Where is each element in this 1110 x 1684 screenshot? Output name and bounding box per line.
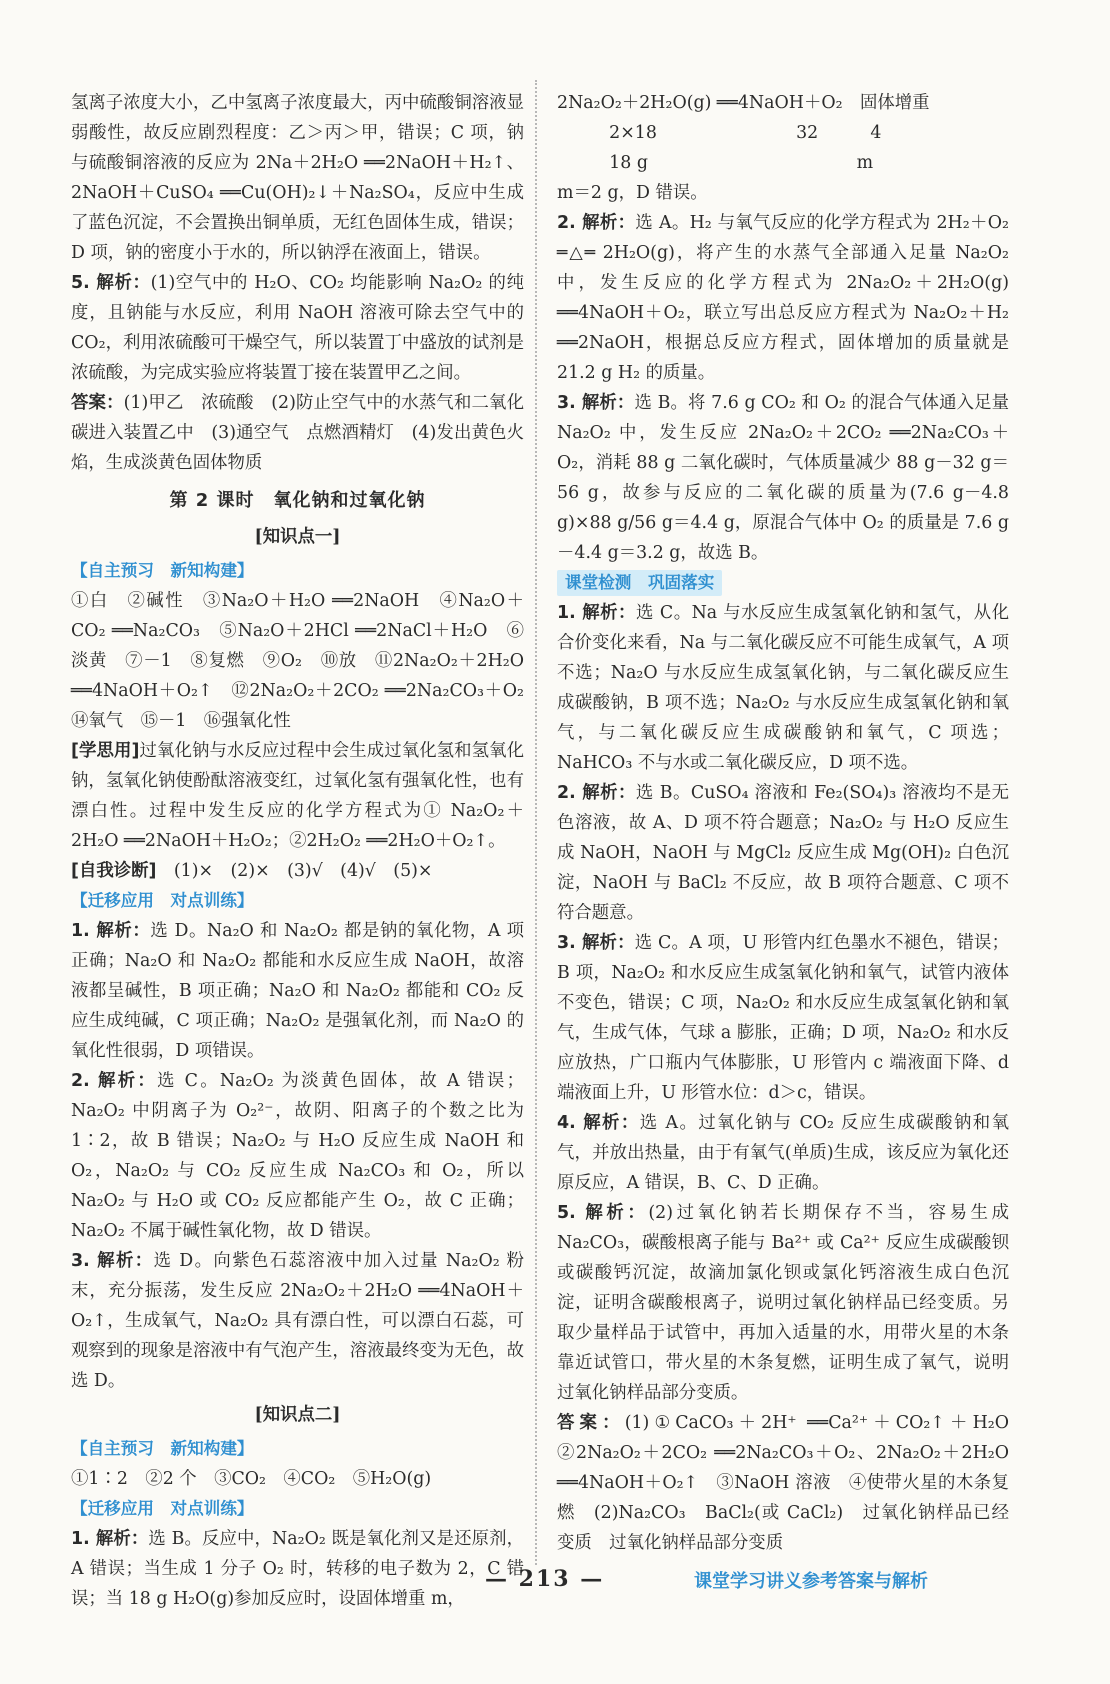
practice2-answer-3 <box>557 388 1009 568</box>
label: 3. 解析： <box>71 1251 154 1271</box>
knowledge-point-2-heading: [知识点二] <box>254 1405 341 1425</box>
answer-5-answer <box>71 388 524 478</box>
text: (1)× (2)× (3)√ (4)√ (5)× <box>173 861 433 881</box>
text: (1)①CaCO₃＋2H⁺ ══Ca²⁺＋CO₂↑＋H₂O ②2Na₂O₂＋2CO₂ ══2Na₂CO₃＋O₂、2Na₂O₂＋2H₂O ══4NaOH＋O₂↑ ③NaOH 溶液 ④使带火星的木条复燃 (2)Na₂CO₃ BaCl₂(或 CaCl₂) 过氧化钠样品已经变质 过氧化钠样品部分变质 <box>557 1413 1027 1553</box>
equation-line: 2Na₂O₂＋2H₂O(g) ══4NaOH＋O₂ 固体增重 <box>557 93 930 113</box>
section-tag-preview-2: 【自主预习 新知构建】 <box>71 1439 254 1458</box>
text: 选 B。将 7.6 g CO₂ 和 O₂ 的混合气体通入足量 Na₂O₂ 中，发生反应 2Na₂O₂＋2CO₂ ══2Na₂CO₃＋O₂，消耗 88 g 二氧化碳时，气体质量减少 88 g－32 g＝56 g，故参与反应的二氧化碳的质量为(7.6 g－4.8 g)×88 g/56 g＝4.4 g，原混合气体中 O₂ 的质量是 7.6 g－4.4 g＝3.2 g，故选 B。 <box>557 393 1010 563</box>
label: 1. 解析： <box>71 921 151 941</box>
text: 选 D。向紫色石蕊溶液中加入过量 Na₂O₂ 粉末，充分振荡，发生反应 2Na₂O₂＋2H₂O ══4NaOH＋O₂↑，生成氧气，Na₂O₂ 具有漂白性，可以漂白石蕊，可观察到的现象是溶液中有气泡产生，溶液最终变为无色，故选 D。 <box>71 1251 524 1391</box>
knowledge-point-1-heading: [知识点一] <box>254 527 341 547</box>
label: [自我诊断] <box>71 861 157 881</box>
label: 5. 解析： <box>71 273 151 293</box>
answer-5-analysis <box>71 268 524 388</box>
equation-line: m＝2 g，D 错误。 <box>557 183 708 203</box>
left-column <box>71 88 542 1614</box>
label: 2. 解析： <box>557 783 636 803</box>
test-answer-3 <box>557 928 1009 1108</box>
text: 选 B。CuSO₄ 溶液和 Fe₂(SO₄)₃ 溶液均不是无色溶液，故 A、D 项不符合题意；Na₂O₂ 与 H₂O 反应生成 NaOH，NaOH 与 MgCl₂ 反应生成 Mg(OH)₂ 白色沉淀，NaOH 与 BaCl₂ 不反应，故 B 项符合题意、C 项不符合题意。 <box>557 783 1010 923</box>
practice2-answer-2 <box>557 208 1009 388</box>
think-use <box>71 736 524 856</box>
text: 选 A。H₂ 与氧气反应的化学方程式为 2H₂＋O₂ ═△═ 2H₂O(g)，将产生的水蒸气全部通入足量 Na₂O₂ 中，发生反应的化学方程式为 2Na₂O₂＋2H₂O(g) ══4NaOH＋O₂，联立写出总反应方程式为 Na₂O₂＋H₂ ══2NaOH，根据总反应方程式，固体增加的质量就是 21.2 g H₂ 的质量。 <box>557 213 1010 383</box>
text: 过氧化钠与水反应过程中会生成过氧化氢和氢氧化钠，氢氧化钠使酚酞溶液变红，过氧化氢有强氧化性，也有漂白性。过程中发生反应的化学方程式为① Na₂O₂＋2H₂O ══2NaOH＋H₂O₂；②2H₂O₂ ══2H₂O＋O₂↑。 <box>71 741 524 851</box>
text: 选 C。Na 与水反应生成氢氧化钠和氢气，从化合价变化来看，Na 与二氧化碳反应不可能生成氧气，A 项不选；Na₂O 与水反应生成氢氧化钠，与二氧化碳反应生成碳酸钠，B 项不选；Na₂O₂ 与水反应生成氢氧化钠和氧气，与二氧化碳反应生成碳酸钠和氧气，C 项选；NaHCO₃ 不与水或二氧化碳反应，D 项不选。 <box>557 603 1009 773</box>
text: 选 D。Na₂O 和 Na₂O₂ 都是钠的氧化物，A 项正确；Na₂O 和 Na₂O₂ 都能和水反应生成 NaOH，故溶液都呈碱性，B 项正确；Na₂O 和 Na₂O₂ 都能和 CO₂ 反应生成纯碱，C 项正确；Na₂O₂ 是强氧化剂，而 Na₂O 的氧化性很弱，D 项错误。 <box>71 921 524 1061</box>
text: (1)空气中的 H₂O、CO₂ 均能影响 Na₂O₂ 的纯度，且钠能与水反应，利用 NaOH 溶液可除去空气中的 CO₂，利用浓硫酸可干燥空气，所以装置丁中盛放的试剂是浓硫酸，为完成实验应将装置丁接在装置甲乙之间。 <box>71 273 524 383</box>
test-answer-2 <box>557 778 1009 928</box>
label: 5. 解析： <box>557 1203 649 1223</box>
section-tag-practice: 【迁移应用 对点训练】 <box>71 891 254 910</box>
practice-answer-3 <box>71 1246 524 1396</box>
label: 2. 解析： <box>71 1071 158 1091</box>
kp1-answers: ①白 ②碱性 ③Na₂O＋H₂O ══2NaOH ④Na₂O＋CO₂ ══Na₂CO₃ ⑤Na₂O＋2HCl ══2NaCl＋H₂O ⑥淡黄 ⑦－1 ⑧复燃 ⑨O₂ ⑩放 ⑪2Na₂O₂＋2H₂O ══4NaOH＋O₂↑ ⑫2Na₂O₂＋2CO₂ ══2Na₂CO₃＋O₂ ⑭氧气 ⑮－1 ⑯强氧化性 <box>71 591 542 731</box>
practice-answer-1 <box>71 916 524 1066</box>
self-diagnosis <box>71 856 524 886</box>
label: 3. 解析： <box>557 933 635 953</box>
text: 选 A。过氧化钠与 CO₂ 反应生成碳酸钠和氧气，并放出热量，由于有氧气(单质)生成，该反应为氧化还原反应，A 错误，B、C、D 正确。 <box>557 1113 1009 1193</box>
label: 答案： <box>71 393 124 413</box>
page-number: — 213 — <box>485 1566 605 1592</box>
column-divider <box>535 80 537 1565</box>
right-column <box>557 88 1027 1558</box>
label: 1. 解析： <box>71 1529 149 1549</box>
label: 1. 解析： <box>557 603 636 623</box>
lesson-title: 第 2 课时 氧化钠和过氧化钠 <box>169 490 426 511</box>
label: 答案： <box>557 1413 625 1433</box>
text: 选 C。Na₂O₂ 为淡黄色固体，故 A 错误；Na₂O₂ 中阴离子为 O₂²⁻，故阴、阳离子的个数之比为 1∶2，故 B 错误；Na₂O₂ 与 H₂O 反应生成 NaOH 和 O₂，Na₂O₂ 与 CO₂ 反应生成 Na₂CO₃ 和 O₂，所以 Na₂O₂ 与 H₂O 或 CO₂ 反应都能产生 O₂，故 C 正确；Na₂O₂ 不属于碱性氧化物，故 D 错误。 <box>71 1071 525 1241</box>
text: (2)过氧化钠若长期保存不当，容易生成 Na₂CO₃，碳酸根离子能与 Ba²⁺ 或 Ca²⁺ 反应生成碳酸钡或碳酸钙沉淀，故滴加氯化钡或氯化钙溶液生成白色沉淀，证明含碳酸根离子，说明过氧化钠样品已经变质。另取少量样品于试管中，再加入适量的水，用带火星的木条靠近试管口，带火星的木条复燃，证明生成了氧气，说明过氧化钠样品部分变质。 <box>557 1203 1009 1403</box>
equation-line: 2×18 32 4 <box>557 123 882 143</box>
test-answer-5 <box>557 1198 1009 1408</box>
footer-title: 课堂学习讲义参考答案与解析 <box>694 1571 928 1592</box>
equation-line: 18 g m <box>557 153 874 173</box>
test-answer-4 <box>557 1108 1009 1198</box>
section-tag-class-test: 课堂检测 巩固落实 <box>557 570 722 596</box>
practice-answer-2 <box>71 1066 524 1246</box>
kp2-answers: ①1∶2 ②2 个 ③CO₂ ④CO₂ ⑤H₂O(g) <box>71 1469 432 1489</box>
text: 选 B。反应中，Na₂O₂ 既是氧化剂又是还原剂，A 错误；当生成 1 分子 O₂ 时，转移的电子数为 2，C 错误；当 18 g H₂O(g)参加反应时，设固体增重 m， <box>71 1529 524 1609</box>
carryover-paragraph: 氢离子浓度大小，乙中氢离子浓度最大，丙中硫酸铜溶液显弱酸性，故反应剧烈程度：乙＞丙＞甲，错误；C 项，钠与硫酸铜溶液的反应为 2Na＋2H₂O ══2NaOH＋H₂↑、2NaOH＋CuSO₄ ══Cu(OH)₂↓＋Na₂SO₄，反应中生成了蓝色沉淀，不会置换出铜单质，无红色固体生成，错误；D 项，钠的密度小于水的，所以钠浮在液面上，错误。 <box>71 93 524 263</box>
label: 2. 解析： <box>557 213 636 233</box>
section-tag-practice-2: 【迁移应用 对点训练】 <box>71 1499 254 1518</box>
label: 4. 解析： <box>557 1113 640 1133</box>
label: [学思用] <box>71 741 140 761</box>
text: 选 C。A 项，U 形管内红色墨水不褪色，错误；B 项，Na₂O₂ 和水反应生成氢氧化钠和氧气，试管内液体不变色，错误；C 项，Na₂O₂ 和水反应生成氢氧化钠和氧气，生成气体，气球 a 膨胀，正确；D 项，Na₂O₂ 和水反应放热，广口瓶内气体膨胀，U 形管内 c 端液面下降、d 端液面上升，U 形管水位：d＞c，错误。 <box>557 933 1010 1103</box>
section-tag-preview: 【自主预习 新知构建】 <box>71 561 254 580</box>
practice2-answer-1 <box>71 1524 524 1614</box>
test-answer-1 <box>557 598 1009 778</box>
label: 3. 解析： <box>557 393 635 413</box>
test-answer-5-answer <box>557 1408 1027 1558</box>
text: (1)甲乙 浓硫酸 (2)防止空气中的水蒸气和二氧化碳进入装置乙中 (3)通空气 点燃酒精灯 (4)发出黄色火焰，生成淡黄色固体物质 <box>71 393 524 473</box>
